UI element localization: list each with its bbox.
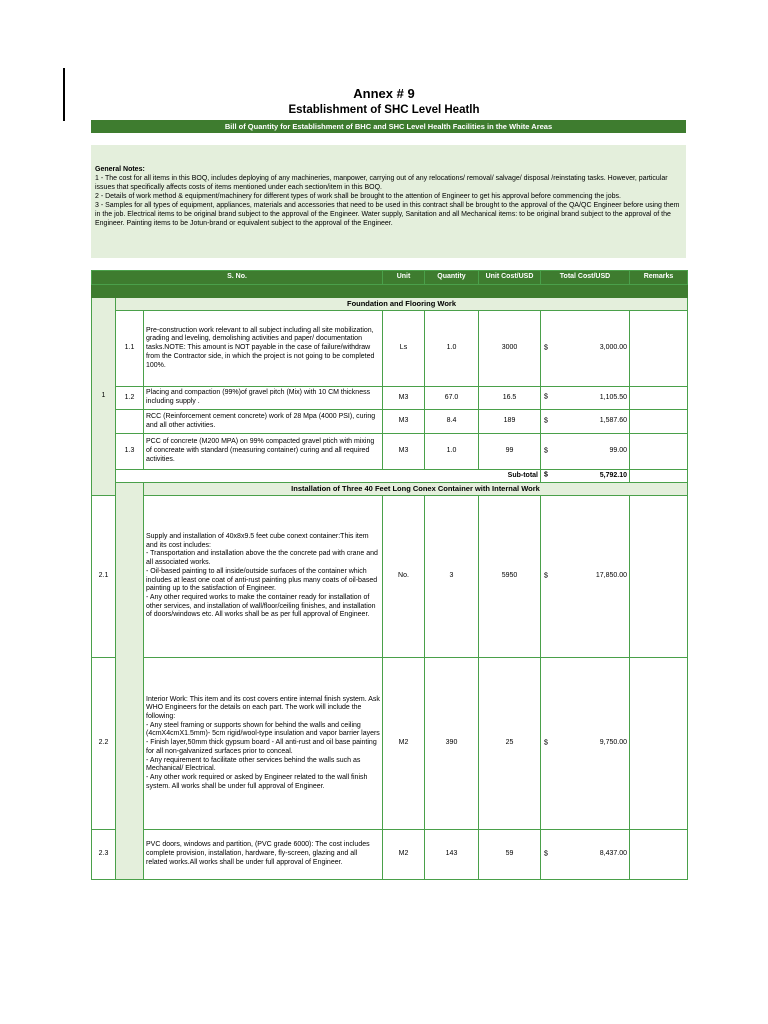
total-value: 1,587.60 [599,417,627,425]
item-remarks [630,311,688,387]
item-description: RCC (Reinforcement cement concrete) work of 28 Mpa (4000 PSI), curing and all other activities. [144,410,383,434]
table-header-row [92,271,688,285]
item-description: PCC of concrete (M200 MPA) on 99% compacted gravel ptich with mixing of concreate with standard (measuring container) curing and all required activities. [144,434,383,470]
table-row [92,830,688,880]
item-remarks [630,434,688,470]
currency-symbol: $ [544,850,548,858]
green-spacer-row [92,285,688,298]
currency-symbol: $ [544,471,548,479]
item-number: 2.1 [92,496,116,658]
notes-title: General Notes: [95,166,145,173]
item-description: Interior Work: This item and its cost covers entire internal finish system. Ask WHO Engineers for the details on each part. The work will include the following: - Any steel framing or supports shown for behind the walls and ceiling (4cmX4cmX1.5mm)- 5cm rigid/wool-type insulation and vapor barrier layers - Finish layer,50mm thick gypsum board - All anti-rust and oil base painting for all non-galvanized surfaces prior to conceal. - Any requirement to facilitate other services behind the walls such as Mechanical/ Electrical. - Any other work required or asked by Engineer related to the wall finish system. All works shall be under full approval of Engineer. [144,658,383,830]
item-total-cost [541,311,630,387]
document-subtitle: Establishment of SHC Level Heatlh [288,104,480,116]
header-quantity: Quantity [425,271,479,285]
item-unit: M2 [383,830,425,880]
boq-table [91,270,688,880]
item-quantity: 390 [425,658,479,830]
section-title: Installation of Three 40 Feet Long Conex Container with Internal Work [144,483,688,496]
subtotal-amount: 5,792.10 [599,471,627,479]
total-value: 1,105.50 [599,393,627,401]
subtotal-value [541,470,630,483]
table-row [92,434,688,470]
total-value: 99.00 [609,447,627,455]
section-title-row [92,298,688,311]
item-total-cost [541,830,630,880]
item-unit: M3 [383,434,425,470]
currency-symbol: $ [544,572,548,580]
item-unit: M3 [383,387,425,410]
item-unit: Ls [383,311,425,387]
table-row [92,658,688,830]
item-unit-cost: 3000 [479,311,541,387]
section-number [116,483,144,880]
item-quantity: 8.4 [425,410,479,434]
general-notes [91,145,686,258]
note-item-1: 1 - The cost for all items in this BOQ, includes deploying of any machineries, manpower, carrying out of any relocations/ removal/ salvage/ disposal /reinstating tasks. However, particular issues that specifically affects costs of items mentioned under each section/item in this BOQ. [95,175,668,191]
item-total-cost [541,658,630,830]
item-quantity: 3 [425,496,479,658]
currency-symbol: $ [544,447,548,455]
item-unit-cost: 189 [479,410,541,434]
item-quantity: 143 [425,830,479,880]
header-unit: Unit [383,271,425,285]
item-description: Placing and compaction (99%)of gravel pitch (Mix) with 10 CM thickness including supply . [144,387,383,410]
currency-symbol: $ [544,393,548,401]
item-unit: M3 [383,410,425,434]
item-remarks [630,496,688,658]
section-title-row [92,483,688,496]
table-row [92,496,688,658]
item-unit: No. [383,496,425,658]
item-total-cost [541,434,630,470]
header-total-cost: Total Cost/USD [541,271,630,285]
item-number: 1.2 [116,387,144,410]
item-remarks [630,830,688,880]
item-total-cost [541,496,630,658]
table-row [92,311,688,387]
item-unit-cost: 99 [479,434,541,470]
section-title: Foundation and Flooring Work [116,298,688,311]
item-unit: M2 [383,658,425,830]
item-number [116,410,144,434]
currency-symbol: $ [544,417,548,425]
item-unit-cost: 5950 [479,496,541,658]
item-description: Pre-construction work relevant to all subject including all site mobilization, grading and leveling, demolishing activities and paper/ documentation tasks.NOTE: This amount is NOT payable in the case of failure/withdraw from the Contractor side, in which the project is not going to be completed 100%. [144,311,383,387]
item-total-cost [541,410,630,434]
total-value: 8,437.00 [599,850,627,858]
item-unit-cost: 16.5 [479,387,541,410]
item-total-cost [541,387,630,410]
subtotal-label: Sub-total [479,470,541,483]
item-unit-cost: 25 [479,658,541,830]
item-remarks [630,658,688,830]
item-remarks [630,410,688,434]
item-description: Supply and installation of 40x8x9.5 feet cube conext container:This item and its cost includes: - Transportation and installation above the the concrete pad with crane and all associated works. - Oil-based painting to all inside/outside surfaces of the container which includes at least one coat of anti-rust painting plus many coats of oil-based painting up to the satisfaction of Engineer. - Any other required works to make the container ready for installation of other services, and installation of wall/floor/ceiling finishes, and installation of doors/windows etc. All works shall be as per full approval of Engineer. [144,496,383,658]
total-value: 17,850.00 [595,572,627,580]
currency-symbol: $ [544,739,548,747]
item-quantity: 67.0 [425,387,479,410]
note-item-2: 2 - Details of work method & equipment/machinery for different types of work shall be brought to the attention of Engineer to get his approval before commencing the jobs. [95,193,621,200]
item-number: 1.3 [116,434,144,470]
total-value: 3,000.00 [599,344,627,352]
item-quantity: 1.0 [425,434,479,470]
note-item-3: 3 - Samples for all types of equipment, appliances, materials and accessories that need to be used in this contract shall be brought to the approval of the QA/QC Engineer before using them in the job. Electrical items to be original brand subject to the approval of the Engineer. Water supply, Sanitation and all Mechanical items: to be original brand subject to the approval of the Engineer. Painting items to be Jotun-brand or equivalent subject to the approval of the Engineer. [95,202,680,227]
item-unit-cost: 59 [479,830,541,880]
total-value: 9,750.00 [599,739,627,747]
section-number: 1 [92,298,116,496]
annex-title: Annex # 9 [353,86,415,101]
item-number: 2.2 [92,658,116,830]
header-sno: S. No. [92,271,383,285]
boq-banner: Bill of Quantity for Establishment of BHC and SHC Level Health Facilities in the White Areas [91,120,686,133]
table-row [92,387,688,410]
header-remarks: Remarks [630,271,688,285]
item-number: 2.3 [92,830,116,880]
item-number: 1.1 [116,311,144,387]
item-quantity: 1.0 [425,311,479,387]
currency-symbol: $ [544,344,548,352]
item-remarks [630,387,688,410]
subtotal-row [92,470,688,483]
item-description: PVC doors, windows and partition, (PVC grade 6000): The cost includes complete provision, installation, hardware, fly-screen, glazing and all related works.All works shall be under full approval of Engineer. [144,830,383,880]
table-row [92,410,688,434]
header-unit-cost: Unit Cost/USD [479,271,541,285]
